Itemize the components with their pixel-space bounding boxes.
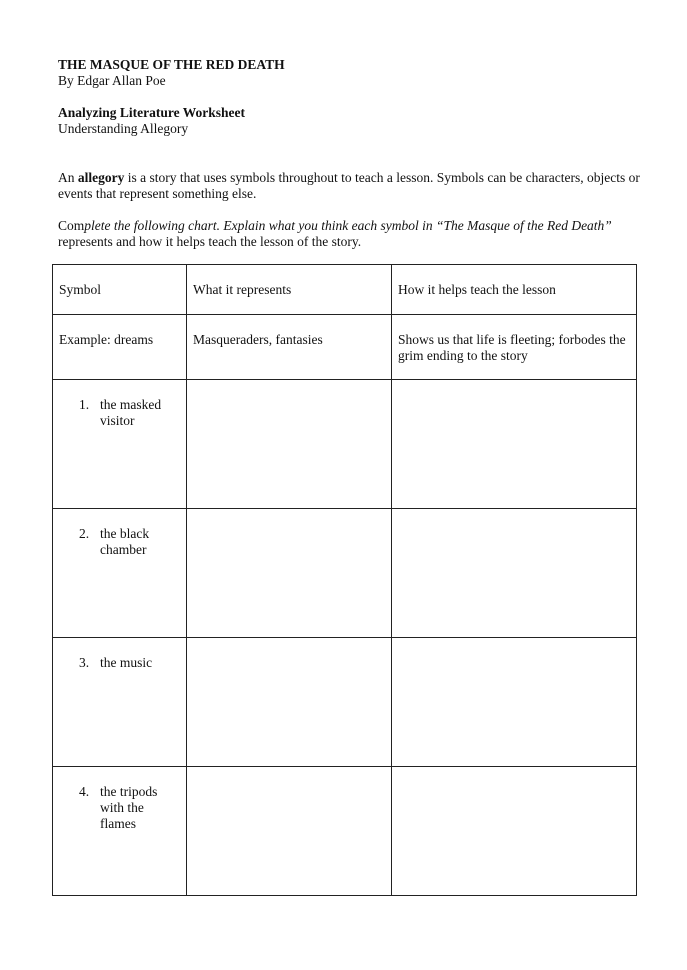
example-lesson: Shows us that life is fleeting; forbodes the grim ending to the story bbox=[392, 315, 637, 380]
header-lesson: How it helps teach the lesson bbox=[392, 265, 637, 315]
header-represents: What it represents bbox=[187, 265, 392, 315]
chart-instructions bbox=[58, 218, 643, 250]
symbol-chart bbox=[52, 264, 637, 896]
worksheet-subtitle: Understanding Allegory bbox=[58, 121, 189, 136]
worksheet-title: Analyzing Literature Worksheet bbox=[58, 105, 245, 120]
represents-answer-cell[interactable] bbox=[187, 638, 392, 767]
symbol-cell bbox=[53, 767, 187, 896]
symbol-cell bbox=[53, 638, 187, 767]
table-row bbox=[53, 638, 637, 767]
instructions-lead: Com bbox=[58, 218, 85, 233]
instructions-rest: represents and how it helps teach the lesson of the story. bbox=[58, 234, 362, 249]
story-title: THE MASQUE OF THE RED DEATH bbox=[58, 57, 285, 72]
table-row bbox=[53, 380, 637, 509]
allegory-term: allegory bbox=[77, 170, 125, 185]
item-symbol: the black chamber bbox=[100, 526, 150, 557]
item-symbol: the masked visitor bbox=[100, 397, 162, 428]
lesson-answer-cell[interactable] bbox=[392, 380, 637, 509]
story-author: By Edgar Allan Poe bbox=[58, 73, 166, 88]
document-header bbox=[58, 57, 638, 137]
represents-answer-cell[interactable] bbox=[187, 509, 392, 638]
instructions-italic: plete the following chart. Explain what you think each symbol in “The Masque of the Red Death” bbox=[84, 218, 612, 233]
example-row bbox=[53, 315, 637, 380]
item-symbol: the music bbox=[100, 655, 153, 670]
example-symbol: Example: dreams bbox=[53, 315, 187, 380]
example-represents: Masqueraders, fantasies bbox=[187, 315, 392, 380]
represents-answer-cell[interactable] bbox=[187, 767, 392, 896]
table-row bbox=[53, 509, 637, 638]
item-symbol: the tripods with the flames bbox=[100, 784, 158, 831]
symbol-cell bbox=[53, 509, 187, 638]
item-number: 1. bbox=[79, 397, 90, 412]
item-number: 4. bbox=[79, 784, 90, 799]
table-row bbox=[53, 767, 637, 896]
item-number: 3. bbox=[79, 655, 90, 670]
item-number: 2. bbox=[79, 526, 90, 541]
symbol-cell bbox=[53, 380, 187, 509]
definition-text: is a story that uses symbols throughout to teach a lesson. Symbols can be characters, objects or events that represent something else. bbox=[58, 170, 640, 201]
lesson-answer-cell[interactable] bbox=[392, 509, 637, 638]
represents-answer-cell[interactable] bbox=[187, 380, 392, 509]
allegory-definition bbox=[58, 170, 643, 202]
chart-header-row bbox=[53, 265, 637, 315]
lesson-answer-cell[interactable] bbox=[392, 767, 637, 896]
lesson-answer-cell[interactable] bbox=[392, 638, 637, 767]
definition-prefix: An bbox=[58, 170, 78, 185]
header-symbol: Symbol bbox=[53, 265, 187, 315]
